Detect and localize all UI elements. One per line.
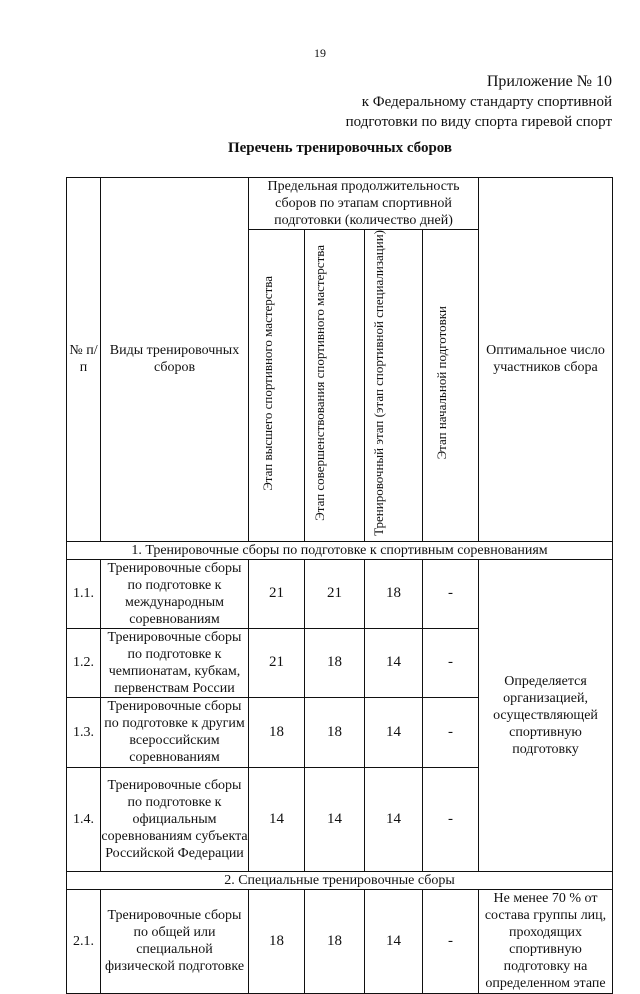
row-value-stage-4: - bbox=[423, 559, 479, 628]
row-value-stage-4: - bbox=[423, 889, 479, 993]
appendix-line-1: Приложение № 10 bbox=[486, 73, 612, 90]
training-camps-table bbox=[66, 177, 613, 994]
table-row bbox=[67, 559, 613, 628]
row-name: Тренировочные сборы по подготовке к чемпионатам, кубкам, первенствам России bbox=[101, 628, 249, 697]
table-row bbox=[67, 889, 613, 993]
header-duration-group: Предельная продолжительность сборов по этапам спортивной подготовки (количество дней) bbox=[249, 178, 479, 230]
row-value-stage-2: 18 bbox=[305, 628, 365, 697]
row-value-stage-2: 14 bbox=[305, 767, 365, 871]
section-1-title: 1. Тренировочные сборы по подготовке к спортивным соревнованиям bbox=[67, 541, 613, 559]
row-value-stage-4: - bbox=[423, 697, 479, 767]
row-num: 1.1. bbox=[67, 559, 101, 628]
row-num: 1.3. bbox=[67, 697, 101, 767]
header-stage-3: Тренировочный этап (этап спортивной специализации) bbox=[370, 230, 386, 536]
header-stage-1: Этап высшего спортивного мастерства bbox=[259, 275, 275, 491]
row-value-stage-1: 18 bbox=[249, 697, 305, 767]
page-number: 19 bbox=[314, 46, 326, 60]
appendix-header bbox=[346, 72, 612, 132]
row-value-stage-3: 14 bbox=[365, 767, 423, 871]
appendix-line-3: подготовки по виду спорта гиревой спорт bbox=[345, 114, 612, 130]
header-row-1 bbox=[67, 178, 613, 230]
row-value-stage-1: 21 bbox=[249, 628, 305, 697]
header-optimal: Оптимальное число участников сбора bbox=[479, 178, 613, 542]
row-name: Тренировочные сборы по общей или специальной физической подготовке bbox=[101, 889, 249, 993]
row-value-stage-3: 18 bbox=[365, 559, 423, 628]
row-name: Тренировочные сборы по подготовке к другим всероссийским соревнованиям bbox=[101, 697, 249, 767]
row-num: 2.1. bbox=[67, 889, 101, 993]
appendix-line-2: к Федеральному стандарту спортивной bbox=[361, 94, 612, 110]
row-value-stage-2: 21 bbox=[305, 559, 365, 628]
row-value-stage-3: 14 bbox=[365, 628, 423, 697]
header-stage-2-cell bbox=[305, 230, 365, 542]
row-value-stage-4: - bbox=[423, 628, 479, 697]
header-type: Виды тренировочных сборов bbox=[101, 178, 249, 542]
header-stage-2: Этап совершенствования спортивного мастерства bbox=[311, 245, 327, 521]
section-2-title: 2. Специальные тренировочные сборы bbox=[67, 871, 613, 889]
row-value-stage-1: 18 bbox=[249, 889, 305, 993]
header-stage-1-cell bbox=[249, 230, 305, 542]
row-value-stage-4: - bbox=[423, 767, 479, 871]
section-1-optimal-note: Определяется организацией, осуществляющей спортивную подготовку bbox=[479, 559, 613, 871]
row-value-stage-2: 18 bbox=[305, 697, 365, 767]
header-stage-3-cell bbox=[365, 230, 423, 542]
row-value-stage-1: 21 bbox=[249, 559, 305, 628]
row-num: 1.4. bbox=[67, 767, 101, 871]
header-stage-4-cell bbox=[423, 230, 479, 542]
row-value-stage-3: 14 bbox=[365, 697, 423, 767]
header-num: № п/п bbox=[67, 178, 101, 542]
section-2-row bbox=[67, 871, 613, 889]
row-name: Тренировочные сборы по подготовке к международным соревнованиям bbox=[101, 559, 249, 628]
section-1-row bbox=[67, 541, 613, 559]
row-optimal: Не менее 70 % от состава группы лиц, проходящих спортивную подготовку на определенном этапе bbox=[479, 889, 613, 993]
row-value-stage-1: 14 bbox=[249, 767, 305, 871]
row-value-stage-3: 14 bbox=[365, 889, 423, 993]
row-name: Тренировочные сборы по подготовке к официальным соревнованиям субъекта Российской Федерации bbox=[101, 767, 249, 871]
row-value-stage-2: 18 bbox=[305, 889, 365, 993]
document-title: Перечень тренировочных сборов bbox=[227, 140, 453, 156]
row-num: 1.2. bbox=[67, 628, 101, 697]
header-stage-4: Этап начальной подготовки bbox=[433, 306, 449, 460]
